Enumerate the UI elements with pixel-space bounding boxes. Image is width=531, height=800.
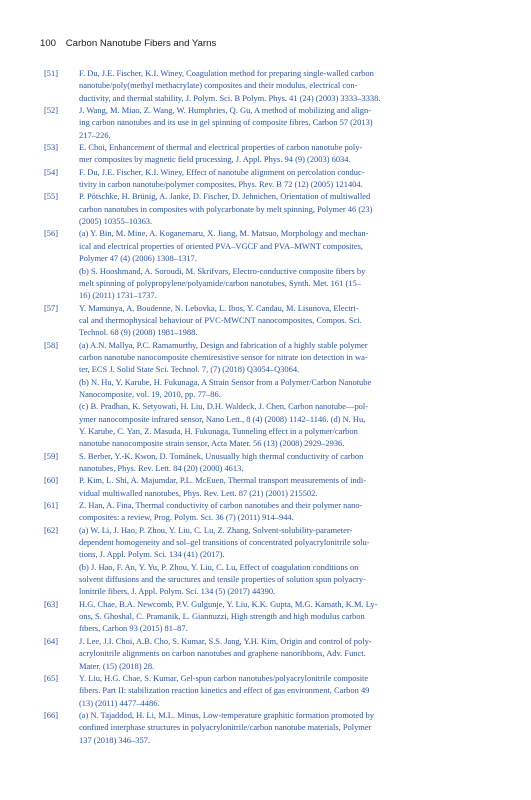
reference-line: ing carbon nanotubes and its use in gel spinning of composite fibres, Carbon 57 (2013)	[79, 117, 373, 128]
reference-line: ductivity, and thermal stability, J. Polym. Sci. B Polym. Phys. 41 (24) (2003) 3333–3338.	[79, 92, 381, 103]
reference-number: [51]	[44, 68, 59, 78]
reference-entry	[44, 672, 491, 709]
reference-number: [52]	[44, 105, 59, 116]
reference-line: 217–226.	[79, 129, 111, 140]
reference-text	[79, 499, 491, 524]
reference-line: lonitrile fibers, J. Appl. Polym. Sci. 134 (5) (2017) 44390.	[79, 586, 276, 597]
reference-line: (b) J. Hao, F. An, Y. Yu, P. Zhou, Y. Liu, C. Lu, Effect of coagulation conditions on	[79, 561, 359, 572]
reference-line: 16) (2011) 1731–1737.	[79, 290, 157, 301]
reference-line: nanotubes, Phys. Rev. Lett. 84 (20) (2000) 4613.	[79, 463, 244, 473]
reference-entry	[44, 190, 491, 227]
reference-line: cal and thermophysical behaviour of PVC-MWCNT nanocomposites, Compos. Sci.	[79, 314, 362, 325]
reference-line: carbon nanotubes in composites with polycarbonate by melt spinning, Polymer 46 (23)	[79, 203, 373, 214]
reference-line: nanotube nanocomposite strain sensor, Acta Mater. 56 (13) (2008) 2929–2936.	[79, 438, 345, 449]
reference-entry	[44, 67, 491, 104]
reference-number: [54]	[44, 166, 59, 177]
reference-number: [56]	[44, 228, 59, 239]
reference-text	[79, 709, 491, 746]
reference-text	[79, 166, 491, 191]
reference-entry	[44, 302, 491, 339]
reference-line: (13) (2011) 4477–4486.	[79, 697, 160, 708]
reference-line: fibers, Carbon 93 (2015) 81–87.	[79, 623, 188, 634]
reference-line: composites: a review, Prog. Polym. Sci. 36 (7) (2011) 914–944.	[79, 512, 294, 523]
reference-line: ons, S. Ghoshal, C. Pramanik, L. Giannuzzi, High strength and high modulus carbon	[79, 611, 365, 622]
reference-entry	[44, 104, 491, 141]
reference-entry	[44, 227, 491, 301]
reference-entry	[44, 709, 491, 746]
reference-line: solvent diffusions and the structures and tensile properties of solution spun polyacry-	[79, 574, 366, 585]
reference-line: mer composites by magnetic field processing, J. Appl. Phys. 94 (9) (2003) 6034.	[79, 154, 351, 165]
reference-text	[79, 672, 491, 709]
reference-line: acrylonitrile alignments on carbon nanotubes and graphene nanoribbons, Adv. Funct.	[79, 648, 366, 659]
reference-line: (c) B. Pradhan, K. Setyowati, H. Liu, D.H. Waldeck, J. Chen, Carbon nanotube—pol-	[79, 401, 369, 412]
reference-number: [61]	[44, 500, 59, 511]
reference-line: carbon nanotube nanocomposite chemiresistive sensor for nitrate ion detection in wa-	[79, 351, 368, 362]
reference-line: fibers. Part II: stabilization reaction kinetics and effect of gas environment, Carbon 49	[79, 685, 370, 696]
reference-text	[79, 227, 491, 301]
reference-line: vidual multiwalled nanotubes, Phys. Rev. Lett. 87 (21) (2001) 215502.	[79, 487, 318, 498]
reference-entry	[44, 598, 491, 635]
reference-line: P. Pötschke, H. Brünig, A. Janke, D. Fischer, D. Jehnichen, Orientation of multiwalled	[79, 191, 371, 202]
reference-line: Mater. (15) (2018) 28.	[79, 660, 155, 671]
reference-line: tivity in carbon nanotube/polymer composites, Phys. Rev. B 72 (12) (2005) 121404.	[79, 179, 363, 190]
reference-line: J. Lee, J.I. Choi, A.B. Cho, S. Kumar, S.S. Jang, Y.H. Kim, Origin and control of poly-	[79, 635, 372, 646]
reference-entry	[44, 339, 491, 450]
reference-line: F. Du, J.E. Fischer, K.I. Winey, Coagulation method for preparing single-walled carbon	[79, 68, 374, 78]
reference-text	[79, 598, 491, 635]
reference-line: 137 (2018) 346–357.	[79, 734, 151, 745]
reference-number: [58]	[44, 339, 59, 350]
reference-line: Y. Mamunya, A. Boudenne, N. Lebovka, L. Ibos, Y. Candau, M. Lisunova, Electri-	[79, 302, 359, 313]
reference-text	[79, 67, 491, 104]
reference-line: tions, J. Appl. Polym. Sci. 134 (41) (2017).	[79, 549, 225, 560]
reference-number: [60]	[44, 475, 59, 486]
reference-entry	[44, 450, 491, 475]
reference-text	[79, 104, 491, 141]
reference-line: nanotube/poly(methyl methacrylate) composites and their modulus, electrical con-	[79, 80, 358, 91]
reference-text	[79, 450, 491, 475]
reference-text	[79, 635, 491, 672]
reference-line: ter, ECS J. Solid State Sci. Technol. 7, (7) (2018) Q3054–Q3064.	[79, 364, 300, 375]
reference-line: Technol. 68 (9) (2008) 1981–1988.	[79, 327, 198, 338]
reference-number: [53]	[44, 142, 59, 153]
running-title: Carbon Nanotube Fibers and Yarns	[65, 38, 217, 49]
reference-number: [57]	[44, 302, 59, 313]
reference-entry	[44, 499, 491, 524]
reference-line: E. Choi, Enhancement of thermal and electrical properties of carbon nanotube poly-	[79, 142, 363, 153]
reference-line: S. Berber, Y.-K. Kwon, D. Tománek, Unusually high thermal conductivity of carbon	[79, 450, 364, 461]
reference-line: (b) N. Hu, Y. Karube, H. Fukunaga, A Strain Sensor from a Polymer/Carbon Nanotube	[79, 376, 372, 387]
reference-line: confined interphase structures in polyacrylonitrile/carbon nanotube materials, Polymer	[79, 722, 372, 733]
reference-number: [59]	[44, 450, 59, 461]
reference-line: Polymer 47 (4) (2006) 1308–1317.	[79, 253, 197, 264]
reference-line: (a) W. Li, J. Hao, P. Zhou, Y. Liu, C. Lu, Z. Zhang, Solvent-solubility-parameter-	[79, 524, 353, 535]
reference-line: J. Wang, M. Miao, Z. Wang, W. Humphries, Q. Gu, A method of mobilizing and align-	[79, 105, 371, 116]
reference-line: Nanocomposite, vol. 19, 2010, pp. 77–86.	[79, 388, 221, 399]
reference-text	[79, 474, 491, 499]
reference-line: H.G. Chae, B.A. Newcomb, P.V. Gulgunje, Y. Liu, K.K. Gupta, M.G. Kamath, K.M. Ly-	[79, 598, 378, 609]
running-header	[40, 38, 216, 49]
reference-number: [65]	[44, 672, 59, 683]
reference-line: (2005) 10355–10363.	[79, 216, 153, 227]
reference-line: P. Kim, L. Shi, A. Majumdar, P.L. McEuen, Thermal transport measurements of indi-	[79, 475, 367, 486]
reference-line: (a) N. Tajaddod, H. Li, M.L. Minus, Low-temperature graphitic formation promoted by	[79, 709, 374, 720]
reference-line: dependent homogeneity and sol–gel transitions of concentrated polyacrylonitrile solu-	[79, 537, 370, 548]
reference-line: ical and electrical properties of oriented PVA–VGCF and PVA–MWNT composites,	[79, 240, 364, 251]
reference-line: Y. Liu, H.G. Chae, S. Kumar, Gel-spun carbon nanotubes/polyacrylonitrile composite	[79, 672, 369, 683]
reference-text	[79, 141, 491, 166]
reference-entry	[44, 635, 491, 672]
reference-number: [64]	[44, 635, 59, 646]
reference-line: (b) S. Hooshmand, A. Soroudi, M. Skrifvars, Electro-conductive composite fibers by	[79, 265, 366, 276]
reference-entry	[44, 524, 491, 598]
reference-line: Z. Han, A. Fina, Thermal conductivity of carbon nanotubes and their polymer nano-	[79, 500, 363, 511]
reference-number: [62]	[44, 524, 59, 535]
reference-text	[79, 190, 491, 227]
reference-line: (a) A.N. Mallya, P.C. Ramamurthy, Design and fabrication of a highly stable polymer	[79, 339, 368, 350]
reference-number: [55]	[44, 191, 59, 202]
reference-line: ymer nanocomposite infrared sensor, Nano Lett., 8 (4) (2008) 1142–1146. (d) N. Hu,	[79, 413, 366, 424]
reference-line: Y. Karube, C. Yan, Z. Masuda, H. Fukunaga, Tunneling effect in a polymer/carbon	[79, 425, 358, 436]
page-number: 100	[40, 38, 57, 49]
reference-line: F. Du, J.E. Fischer, K.I. Winey, Effect of nanotube alignment on percolation conduc-	[79, 166, 365, 177]
reference-number: [66]	[44, 709, 59, 720]
reference-line: (a) Y. Bin, M. Mine, A. Koganemaru, X. Jiang, M. Matsuo, Morphology and mechan-	[79, 228, 369, 239]
reference-number: [63]	[44, 598, 59, 609]
reference-line: melt spinning of polypropylene/polyamide/carbon nanotubes, Synth. Met. 161 (15–	[79, 277, 361, 288]
reference-text	[79, 339, 491, 450]
reference-entry	[44, 166, 491, 191]
reference-entry	[44, 474, 491, 499]
reference-list	[44, 67, 491, 746]
reference-entry	[44, 141, 491, 166]
reference-text	[79, 524, 491, 598]
reference-text	[79, 302, 491, 339]
